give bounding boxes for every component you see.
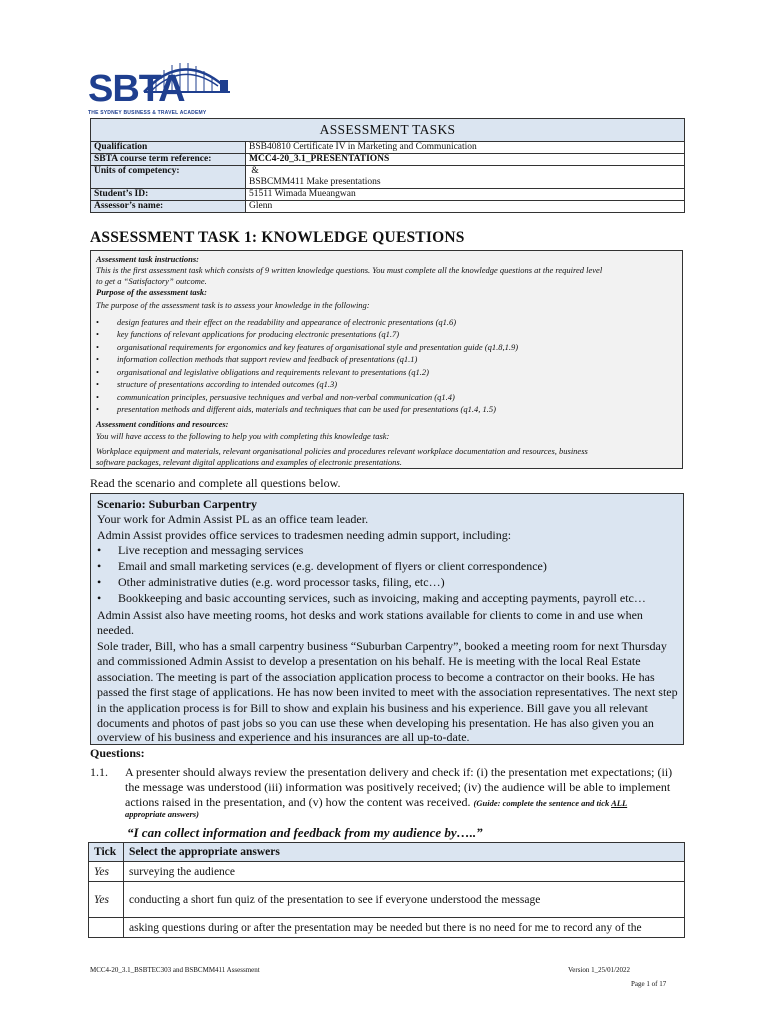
assessor-value: Glenn	[246, 201, 685, 213]
harbour-bridge-icon	[142, 56, 232, 96]
instructions-p1b: to get a “Satisfactory” outcome.	[96, 276, 207, 286]
scenario-line: overview of his business and experience and his insurances are all up-to-date.	[97, 730, 470, 744]
purpose-bullet: • organisational requirements for ergonomics and key features of organisational style and presentation guide (q1.8,1.9)	[96, 342, 519, 352]
scenario-box	[90, 493, 684, 745]
scenario-bullet: • Other administrative duties (e.g. word processor tasks, filing, etc…)	[97, 575, 445, 589]
purpose-bullet: • structure of presentations according to intended outcomes (q1.3)	[96, 379, 338, 389]
footer-version: Version 1_25/01/2022	[568, 966, 631, 974]
header-title: ASSESSMENT TASKS	[91, 119, 685, 142]
units-label: Units of competency:	[91, 166, 246, 189]
question-text: A presenter should always review the presentation delivery and check if: (i) the presentation met expectations; (ii)	[125, 765, 673, 779]
resources-text-a: Workplace equipment and materials, relevant organisational policies and procedures relevant workplace documentation and resources, business	[96, 446, 588, 456]
scenario-line: documents and photos of past jobs so you can use these when developing his presentation. He has also given you an	[97, 716, 654, 730]
answer-text: conducting a short fun quiz of the presentation to see if everyone understood the message	[124, 882, 685, 918]
units-value	[246, 166, 685, 189]
units-value-line1: &	[249, 166, 259, 176]
purpose-bullet: • presentation methods and different aids, materials and techniques that can be used for presentations (q1.4, 1.5)	[96, 404, 496, 414]
answers-table	[88, 842, 685, 938]
purpose-bullet: • communication principles, persuasive techniques and verbal and non-verbal communication (q1.4)	[96, 392, 455, 402]
scenario-line: in the application process is for Bill to show and explain his business and his experience. Bill gave you all relevant	[97, 701, 648, 715]
question-text: the message was understood (iii) information was positively received; (iv) the audience will be able to implement	[125, 780, 671, 794]
purpose-bullet: • design features and their effect on the readability and appearance of electronic presentations (q1.6)	[96, 317, 457, 327]
conditions-text: You will have access to the following to help you with completing this knowledge task:	[96, 431, 390, 441]
answer-prompt-quote: “I can collect information and feedback from my audience by…..”	[127, 825, 483, 840]
units-value-line2: BSBCMM411 Make presentations	[249, 177, 381, 187]
scenario-title: Scenario: Suburban Carpentry	[97, 497, 258, 511]
logo-subtitle: THE SYDNEY BUSINESS & TRAVEL ACADEMY	[88, 110, 207, 116]
tick-cell[interactable]	[89, 918, 124, 938]
assessment-header-table	[90, 118, 685, 213]
questions-heading: Questions:	[90, 746, 145, 760]
instructions-heading: Assessment task instructions:	[96, 254, 199, 264]
scenario-line: needed.	[97, 623, 134, 637]
footer-doc-ref: MCC4-20_3.1_BSBTEC303 and BSBCMM411 Assessment	[90, 966, 260, 974]
read-instruction: Read the scenario and complete all questions below.	[90, 476, 341, 490]
answer-text: surveying the audience	[124, 862, 685, 882]
scenario-bullet: • Bookkeeping and basic accounting services, such as invoicing, making and accepting payments, payroll etc…	[97, 591, 646, 605]
assessor-label: Assessor’s name:	[91, 201, 246, 213]
select-header: Select the appropriate answers	[124, 843, 685, 862]
instructions-box	[90, 250, 683, 469]
purpose-bullet: • organisational and legislative obligations and requirements relevant to presentations (q1.2)	[96, 367, 429, 377]
tick-cell[interactable]: Yes	[89, 882, 124, 918]
term-reference-value: MCC4-20_3.1_PRESENTATIONS	[246, 154, 685, 166]
conditions-heading: Assessment conditions and resources:	[96, 419, 229, 429]
table-row	[89, 918, 685, 938]
logo-text: SBTA	[88, 68, 185, 110]
task-heading: ASSESSMENT TASK 1: KNOWLEDGE QUESTIONS	[90, 229, 465, 246]
scenario-line: Your work for Admin Assist PL as an office team leader.	[97, 512, 369, 526]
scenario-bullet: • Live reception and messaging services	[97, 543, 304, 557]
question-guide: appropriate answers)	[125, 809, 199, 819]
tick-cell[interactable]: Yes	[89, 862, 124, 882]
purpose-text: The purpose of the assessment task is to assess your knowledge in the following:	[96, 300, 370, 310]
instructions-p1a: This is the first assessment task which consists of 9 written knowledge questions. You must complete all the knowledge questions at the required level	[96, 265, 603, 275]
scenario-bullet: • Email and small marketing services (e.g. development of flyers or client correspondence)	[97, 559, 547, 573]
scenario-line: association. The meeting is part of the association application process to become a contractor on their books. He has	[97, 670, 655, 684]
student-id-value: 51511 Wimada Mueangwan	[246, 189, 685, 201]
term-reference-label: SBTA course term reference:	[91, 154, 246, 166]
table-row	[89, 862, 685, 882]
qualification-value: BSB40810 Certificate IV in Marketing and Communication	[246, 142, 685, 154]
question-number: 1.1.	[90, 765, 108, 779]
resources-text-b: software packages, relevant digital applications and examples of electronic presentations.	[96, 457, 402, 467]
footer-page-number: Page 1 of 17	[631, 980, 667, 988]
scenario-line: Sole trader, Bill, who has a small carpentry business “Suburban Carpentry”, booked a meeting room for next Thursday	[97, 639, 667, 653]
scenario-line: passed the first stage of applications. He has now been invited to meet with the association representatives. The next step	[97, 685, 678, 699]
question-text: actions raised in the presentation, and (v) how the content was received. (Guide: complete the sentence and tick ALL	[125, 795, 628, 809]
purpose-bullet: • key functions of relevant applications for producing electronic presentations (q1.7)	[96, 329, 400, 339]
answer-text: asking questions during or after the presentation may be needed but there is no need for me to record any of the	[124, 918, 685, 938]
tick-header: Tick	[89, 843, 124, 862]
student-id-label: Student’s ID:	[91, 189, 246, 201]
qualification-label: Qualification	[91, 142, 246, 154]
sbta-logo	[88, 56, 228, 118]
purpose-heading: Purpose of the assessment task:	[96, 287, 207, 297]
scenario-line: Admin Assist provides office services to tradesmen needing admin support, including:	[97, 528, 512, 542]
scenario-line: Admin Assist also have meeting rooms, hot desks and work stations available for clients to come in and use when	[97, 608, 643, 622]
table-row	[89, 882, 685, 918]
scenario-line: and commissioned Admin Assist to develop a presentation on his behalf. He is meeting with the local Real Estate	[97, 654, 641, 668]
purpose-bullet: • information collection methods that support review and feedback of presentations (q1.1)	[96, 354, 418, 364]
